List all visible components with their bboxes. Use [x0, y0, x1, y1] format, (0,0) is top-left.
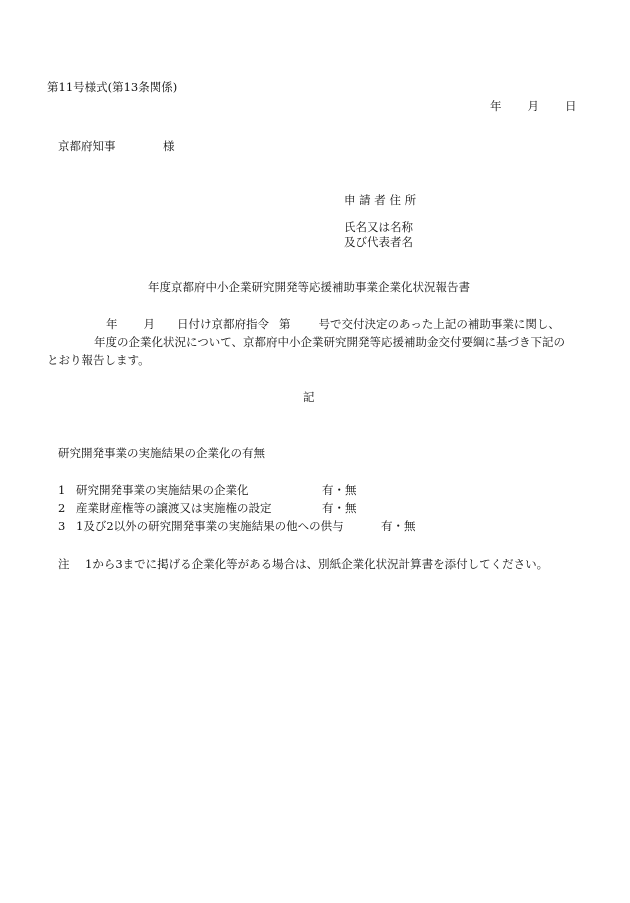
item-1-number: 1	[58, 483, 66, 497]
honorific: 様	[163, 139, 175, 153]
body-line-3: とおり報告します。	[47, 353, 150, 367]
note-text: 1から3までに掲げる企業化等がある場合は、別紙企業化状況計算書を添付してください。	[85, 557, 549, 571]
item-3-text: 1及び2以外の研究開発事業の実施結果の他への供与	[76, 519, 344, 533]
item-1-text: 研究開発事業の実施結果の企業化	[76, 483, 249, 497]
body-dai: 第	[279, 317, 291, 331]
applicant-representative-label: 及び代表者名	[344, 235, 413, 249]
date-month: 月	[527, 99, 539, 113]
item-3-number: 3	[58, 519, 66, 533]
form-number: 第11号様式(第13条関係)	[47, 80, 178, 94]
item-2-text: 産業財産権等の譲渡又は実施権の設定	[76, 501, 272, 515]
applicant-name-label: 氏名又は名称	[344, 220, 413, 234]
body-month: 月	[143, 317, 155, 331]
document-title: 年度京都府中小企業研究開発等応援補助事業企業化状況報告書	[148, 280, 470, 294]
section-heading: 研究開発事業の実施結果の企業化の有無	[58, 446, 265, 460]
addressee: 京都府知事	[58, 139, 116, 153]
body-rest: 号で交付決定のあった上記の補助事業に関し、	[318, 317, 560, 331]
date-year: 年	[490, 99, 502, 113]
item-2-number: 2	[58, 501, 66, 515]
item-2-choice: 有・無	[322, 501, 357, 515]
item-3-choice: 有・無	[381, 519, 416, 533]
date-day: 日	[565, 99, 577, 113]
applicant-address-label: 申 請 者 住 所	[344, 193, 417, 207]
body-line-1	[106, 317, 560, 331]
body-dated: 日付け京都府指令	[177, 317, 269, 331]
note-label: 注	[58, 557, 70, 571]
body-year: 年	[106, 317, 118, 331]
item-1-choice: 有・無	[322, 483, 357, 497]
date-line	[490, 99, 577, 113]
body-line-2: 年度の企業化状況について、京都府中小企業研究開発等応援補助金交付要綱に基づき下記の	[94, 335, 566, 349]
ki-heading: 記	[303, 390, 315, 404]
